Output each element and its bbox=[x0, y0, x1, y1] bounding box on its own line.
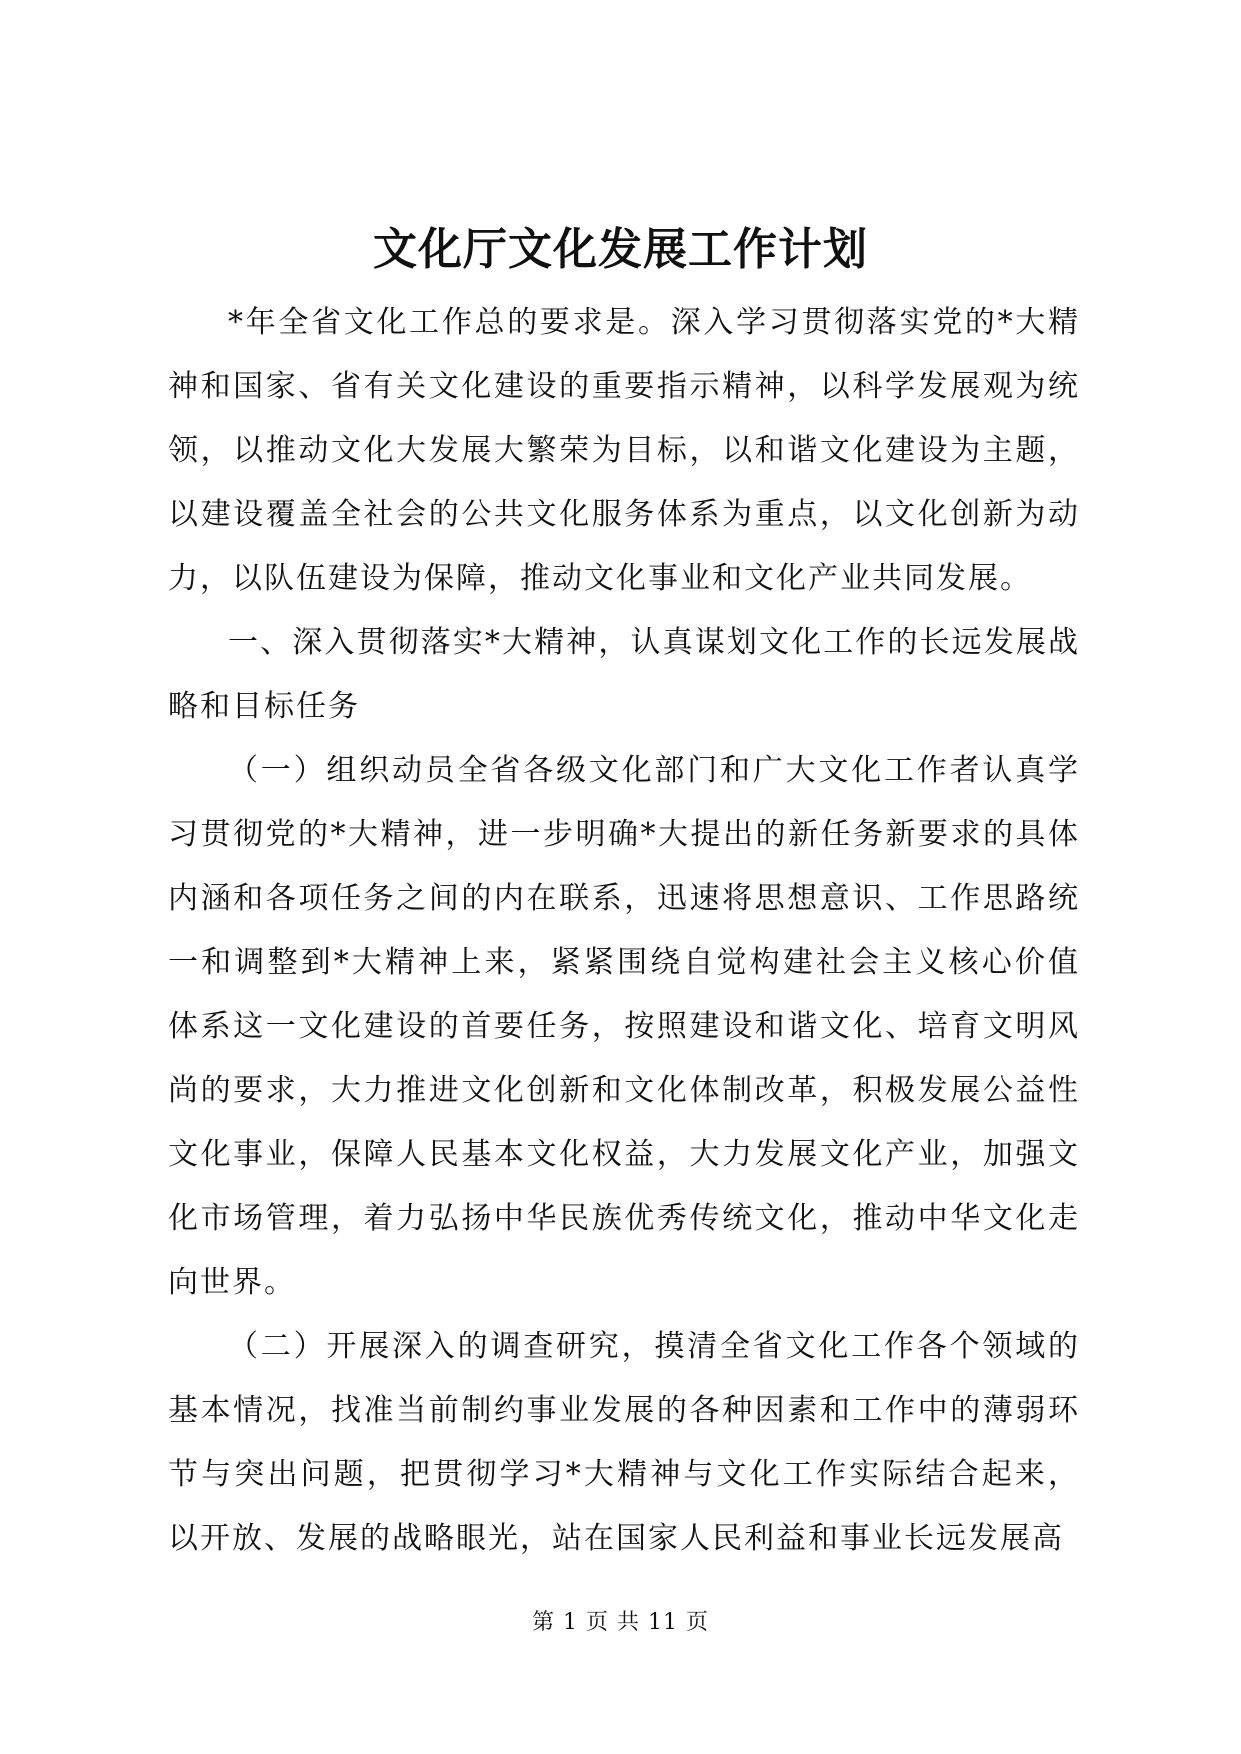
document-body bbox=[168, 291, 1080, 1571]
paragraph-item-1: （一）组织动员全省各级文化部门和广大文化工作者认真学习贯彻党的*大精神，进一步明确*大提出的新任务新要求的具体内涵和各项任务之间的内在联系，迅速将思想意识、工作思路统一和调整到*大精神上来，紧紧围绕自觉构建社会主义核心价值体系这一文化建设的首要任务，按照建设和谐文化、培育文明风尚的要求，大力推进文化创新和文化体制改革，积极发展公益性文化事业，保障人民基本文化权益，大力发展文化产业，加强文化市场管理，着力弘扬中华民族优秀传统文化，推动中华文化走向世界。 bbox=[168, 753, 1080, 1300]
paragraph-intro: *年全省文化工作总的要求是。深入学习贯彻落实党的*大精神和国家、省有关文化建设的重要指示精神，以科学发展观为统领，以推动文化大发展大繁荣为目标，以和谐文化建设为主题，以建设覆盖全社会的公共文化服务体系为重点，以文化创新为动力，以队伍建设为保障，推动文化事业和文化产业共同发展。 bbox=[168, 305, 1080, 596]
paragraph-item-2: （二）开展深入的调查研究，摸清全省文化工作各个领域的基本情况，找准当前制约事业发展的各种因素和工作中的薄弱环节与突出问题，把贯彻学习*大精神与文化工作实际结合起来，以开放、发展的战略眼光，站在国家人民利益和事业长远发展高 bbox=[168, 1329, 1080, 1556]
document-title: 文化厅文化发展工作计划 bbox=[373, 224, 868, 275]
section-heading-1: 一、深入贯彻落实*大精神，认真谋划文化工作的长远发展战略和目标任务 bbox=[168, 625, 1080, 724]
page-footer: 第 1 页 共 11 页 bbox=[532, 1610, 709, 1635]
